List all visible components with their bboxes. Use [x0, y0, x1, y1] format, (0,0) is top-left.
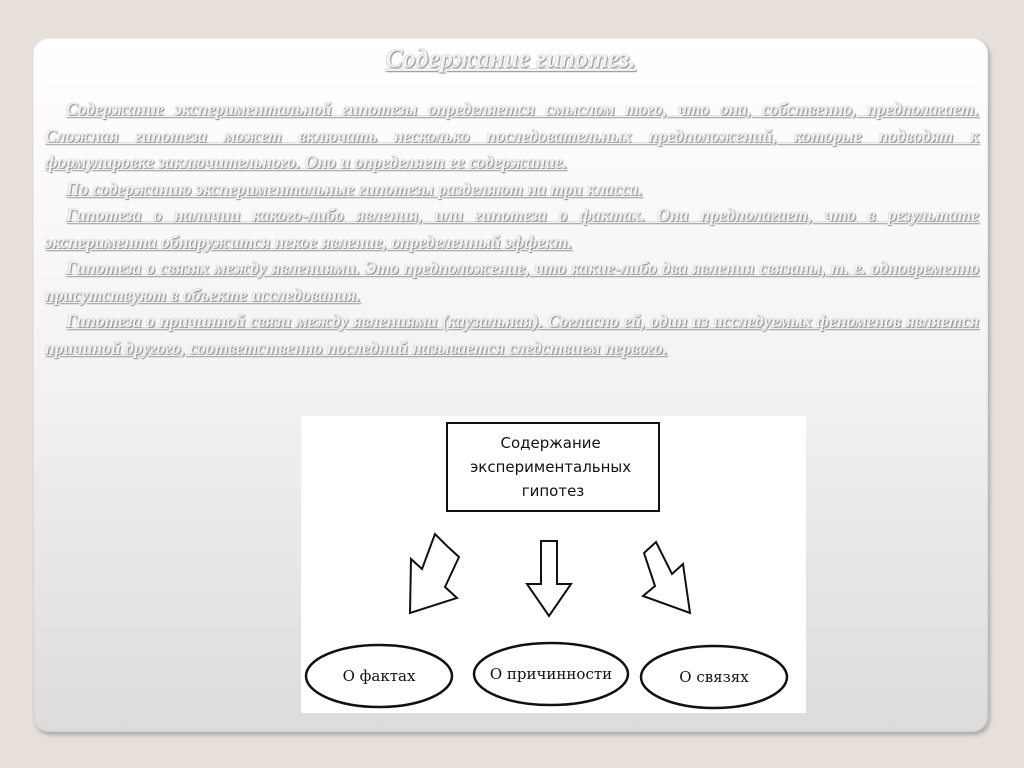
slide-body [45, 96, 979, 361]
paragraph-classes: По содержанию экспериментальные гипотезы разделяют на три класса. [66, 178, 643, 199]
arrow-left [410, 534, 459, 613]
hypotheses-diagram [301, 416, 806, 713]
ellipse-causality-label: О причинности [489, 665, 613, 683]
paragraph-links: Гипотеза о связях между явлениями. Это предположение, что какие-либо два явления связаны, т. е. одновременно присутствуют в объекте исследования. [45, 258, 979, 305]
paragraph-intro: Содержание экспериментальной гипотезы определяется смыслом того, что она, собственно, предполагает. Сложная гипотеза может включать несколько последовательных предположений, которые подводят к формулировке заключительного. Оно и определяет ее содержание. [45, 99, 979, 172]
slide-title: Содержание гипотез. [385, 44, 636, 73]
root-box-label: Содержание экспериментальных гипотез [470, 434, 632, 500]
ellipse-links-label: О связях [679, 668, 749, 686]
arrow-down [527, 541, 571, 616]
ellipse-facts-label: О фактах [342, 667, 416, 685]
paragraph-facts: Гипотеза о наличии какого-либо явления, или гипотеза о фактах. Она предполагает, что в результате эксперимента обнаружится некое явление, определенный эффект. [45, 205, 979, 252]
slide [33, 38, 988, 732]
paragraph-causal: Гипотеза о причинной связи между явлениями (каузальная). Согласно ей, один из исследуемых феноменов является причиной другого, соответственно последний называется следствием первого. [45, 311, 979, 358]
arrow-right [643, 542, 690, 613]
